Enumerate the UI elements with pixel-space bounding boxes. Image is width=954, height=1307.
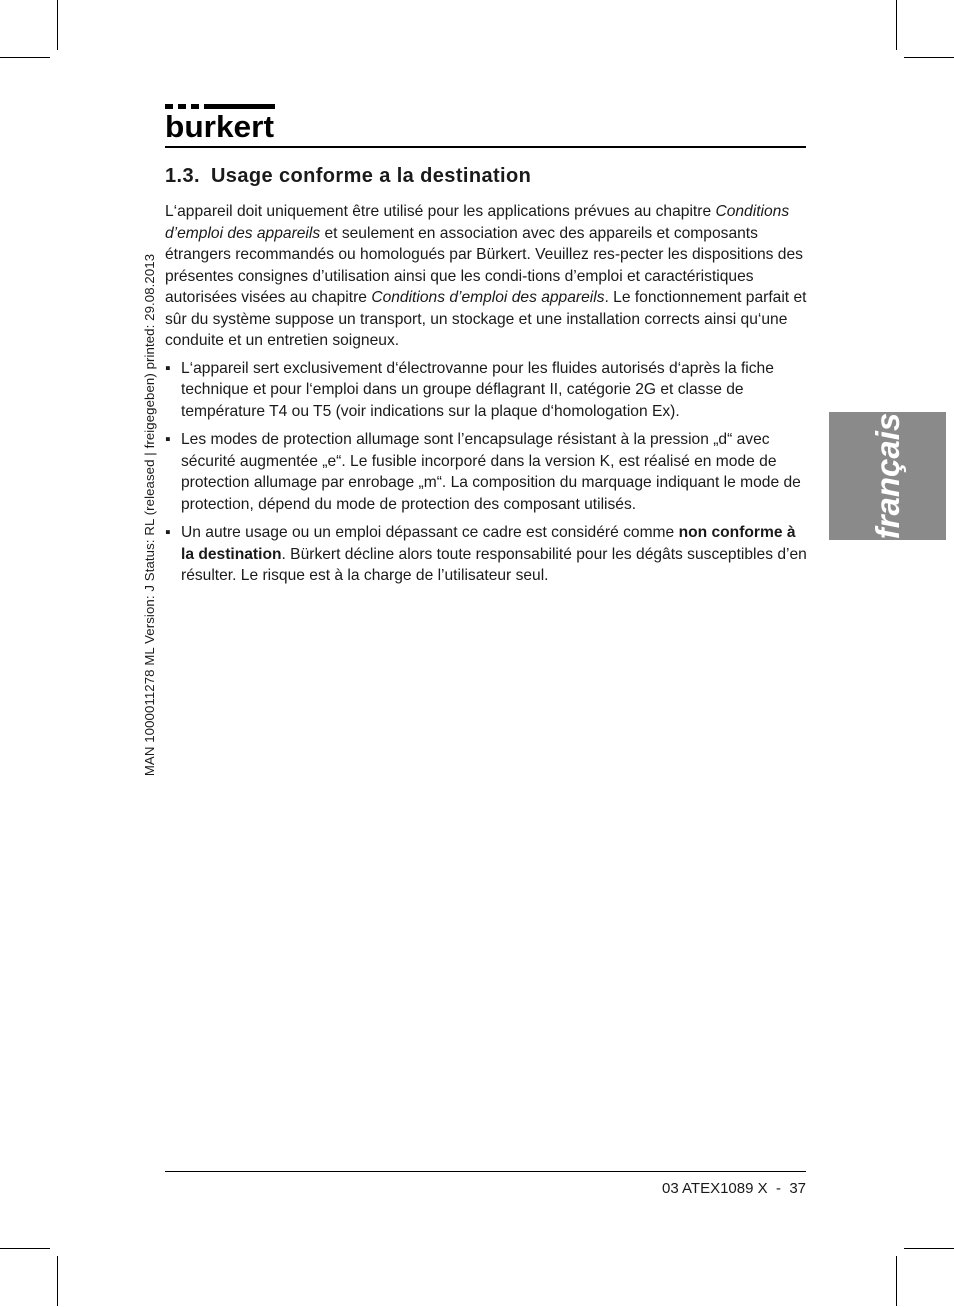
bullet-list bbox=[165, 358, 807, 587]
intro-italic-reference: Conditions d’emploi des appareils bbox=[165, 203, 790, 242]
list-item-text: Un autre usage ou un emploi dépassant ce cadre est considéré comme bbox=[181, 524, 679, 541]
crop-mark bbox=[57, 0, 58, 50]
main-content bbox=[165, 165, 807, 594]
intro-text: L‘appareil doit uniquement être utilisé pour les applications prévues au chapitre bbox=[165, 203, 716, 220]
language-tab bbox=[829, 412, 946, 540]
bullet-marker: ▪ bbox=[165, 359, 171, 377]
crop-mark bbox=[904, 57, 954, 58]
section-number: 1.3. bbox=[165, 165, 200, 187]
svg-text:burkert: burkert bbox=[165, 109, 274, 140]
crop-mark bbox=[0, 1248, 50, 1249]
intro-text: et seulement en association avec des appareils et composants étrangers recommandés ou homologués par Bürkert. Veuillez res-pecter les dispositions des présentes consignes d’utilisation ainsi que les condi-tions d’emploi et caractéristiques autorisées visées au chapitre bbox=[165, 224, 803, 306]
list-item-text: L‘appareil sert exclusivement d‘électrovanne pour les fluides autorisés d‘après la fiche technique et pour l‘emploi dans un groupe déflagrant II, catégorie 2G et classe de température T4 ou T5 (voir indications sur la plaque d‘homologation Ex). bbox=[181, 359, 774, 420]
document-code: 03 ATEX1089 X bbox=[661, 1180, 768, 1197]
intro-text: . Le fonctionnement parfait et sûr du système suppose un transport, un stockage et une installation corrects ainsi qu‘une conduite et un entretien soigneux. bbox=[165, 289, 807, 349]
section-title: Usage conforme a la destination bbox=[210, 165, 532, 187]
language-tab-label: français bbox=[868, 412, 906, 540]
list-item-bold-text: non conforme à la destination bbox=[181, 524, 796, 563]
intro-italic-reference: Conditions d’emploi des appareils bbox=[371, 289, 605, 306]
list-item bbox=[165, 522, 807, 587]
document-status-note: MAN 1000011278 ML Version: J Status: RL (released | freigegeben) printed: 29.08.2013 bbox=[142, 253, 157, 777]
crop-mark bbox=[0, 57, 50, 58]
crop-mark bbox=[896, 1256, 897, 1306]
crop-mark bbox=[57, 1256, 58, 1306]
intro-paragraph bbox=[165, 201, 807, 352]
list-item-text: . Bürkert décline alors toute responsabilité pour les dégâts susceptibles d’en résulter. Le risque est à la charge de l’utilisateur seul. bbox=[181, 545, 807, 584]
section-heading bbox=[165, 165, 807, 188]
bullet-marker: ▪ bbox=[165, 524, 171, 541]
bullet-marker: ▪ bbox=[165, 431, 171, 448]
header-rule bbox=[165, 146, 806, 148]
list-item-text: Les modes de protection allumage sont l’encapsulage résistant à la pression „d“ avec sécurité augmentée „e“. Le fusible incorporé dans la version K, est réalisé en mode de protection allumage par enrobage „m“. La composition du marquage indiquant le mode de protection, dépend du mode de protection des composant utilisés. bbox=[181, 431, 801, 513]
crop-mark bbox=[896, 0, 897, 50]
page-number: 37 bbox=[789, 1180, 806, 1197]
page-footer bbox=[662, 1180, 806, 1197]
burkert-logo bbox=[165, 104, 275, 140]
list-item bbox=[165, 358, 807, 423]
list-item bbox=[165, 429, 807, 515]
footer-separator: - bbox=[775, 1180, 781, 1197]
crop-mark bbox=[904, 1248, 954, 1249]
footer-rule bbox=[165, 1171, 806, 1172]
